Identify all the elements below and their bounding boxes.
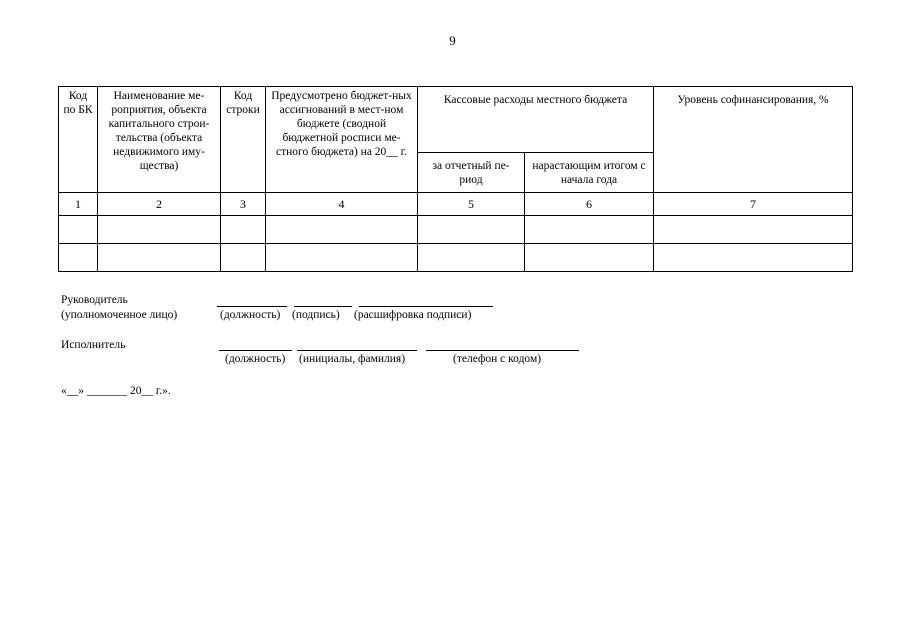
head-decoding-line xyxy=(359,306,493,307)
executor-title: Исполнитель xyxy=(61,339,126,351)
header-cash-expenses: Кассовые расходы местного бюджета xyxy=(418,87,654,153)
table-cell xyxy=(525,244,654,272)
table-cell xyxy=(654,216,853,244)
header-cofinancing: Уровень софинансирования, % xyxy=(654,87,853,193)
table-cell xyxy=(221,244,266,272)
table-cell xyxy=(98,244,221,272)
report-table xyxy=(58,86,853,272)
header-name: Наименование ме-роприятия, объекта капитального строи-тельства (объекта недвижимого иму-щества) xyxy=(98,87,221,193)
executor-phone-caption: (телефон с кодом) xyxy=(453,353,542,365)
head-title: Руководитель xyxy=(61,294,128,306)
table-cell xyxy=(418,216,525,244)
table-cell xyxy=(59,216,98,244)
executor-phone-line xyxy=(426,350,579,351)
head-position-caption: (должность) xyxy=(220,309,281,321)
header-cash-period: за отчетный пе-риод xyxy=(418,153,525,193)
header-row-code: Код строки xyxy=(221,87,266,193)
table-cell xyxy=(98,216,221,244)
executor-position-line xyxy=(219,350,292,351)
page-number: 9 xyxy=(449,33,456,48)
head-position-line xyxy=(217,306,287,307)
table-cell xyxy=(418,244,525,272)
table-cell xyxy=(59,244,98,272)
column-number: 4 xyxy=(266,193,418,216)
head-signature-caption: (подпись) xyxy=(292,309,340,321)
date-line: «__» _______ 20__ г.». xyxy=(61,385,171,397)
column-number: 3 xyxy=(221,193,266,216)
column-number: 2 xyxy=(98,193,221,216)
executor-name-caption: (инициалы, фамилия) xyxy=(299,353,406,365)
table-cell xyxy=(266,244,418,272)
table-cell xyxy=(654,244,853,272)
head-signature-line xyxy=(294,306,352,307)
header-cash-cumulative: нарастающим итогом с начала года xyxy=(525,153,654,193)
head-subtitle: (уполномоченное лицо) xyxy=(61,309,178,321)
head-decoding-caption: (расшифровка подписи) xyxy=(354,309,472,321)
table-cell xyxy=(266,216,418,244)
executor-name-line xyxy=(297,350,417,351)
header-code-bk: Код по БК xyxy=(59,87,98,193)
table-cell xyxy=(221,216,266,244)
column-number-row xyxy=(59,193,853,216)
column-number: 6 xyxy=(525,193,654,216)
table-row xyxy=(59,244,853,272)
column-number: 7 xyxy=(654,193,853,216)
column-number: 1 xyxy=(59,193,98,216)
table-cell xyxy=(525,216,654,244)
header-budget: Предусмотрено бюджет-ных ассигнований в мест-ном бюджете (сводной бюджетной росписи ме-стного бюджета) на 20__ г. xyxy=(266,87,418,193)
table-row xyxy=(59,216,853,244)
column-number: 5 xyxy=(418,193,525,216)
executor-position-caption: (должность) xyxy=(225,353,286,365)
